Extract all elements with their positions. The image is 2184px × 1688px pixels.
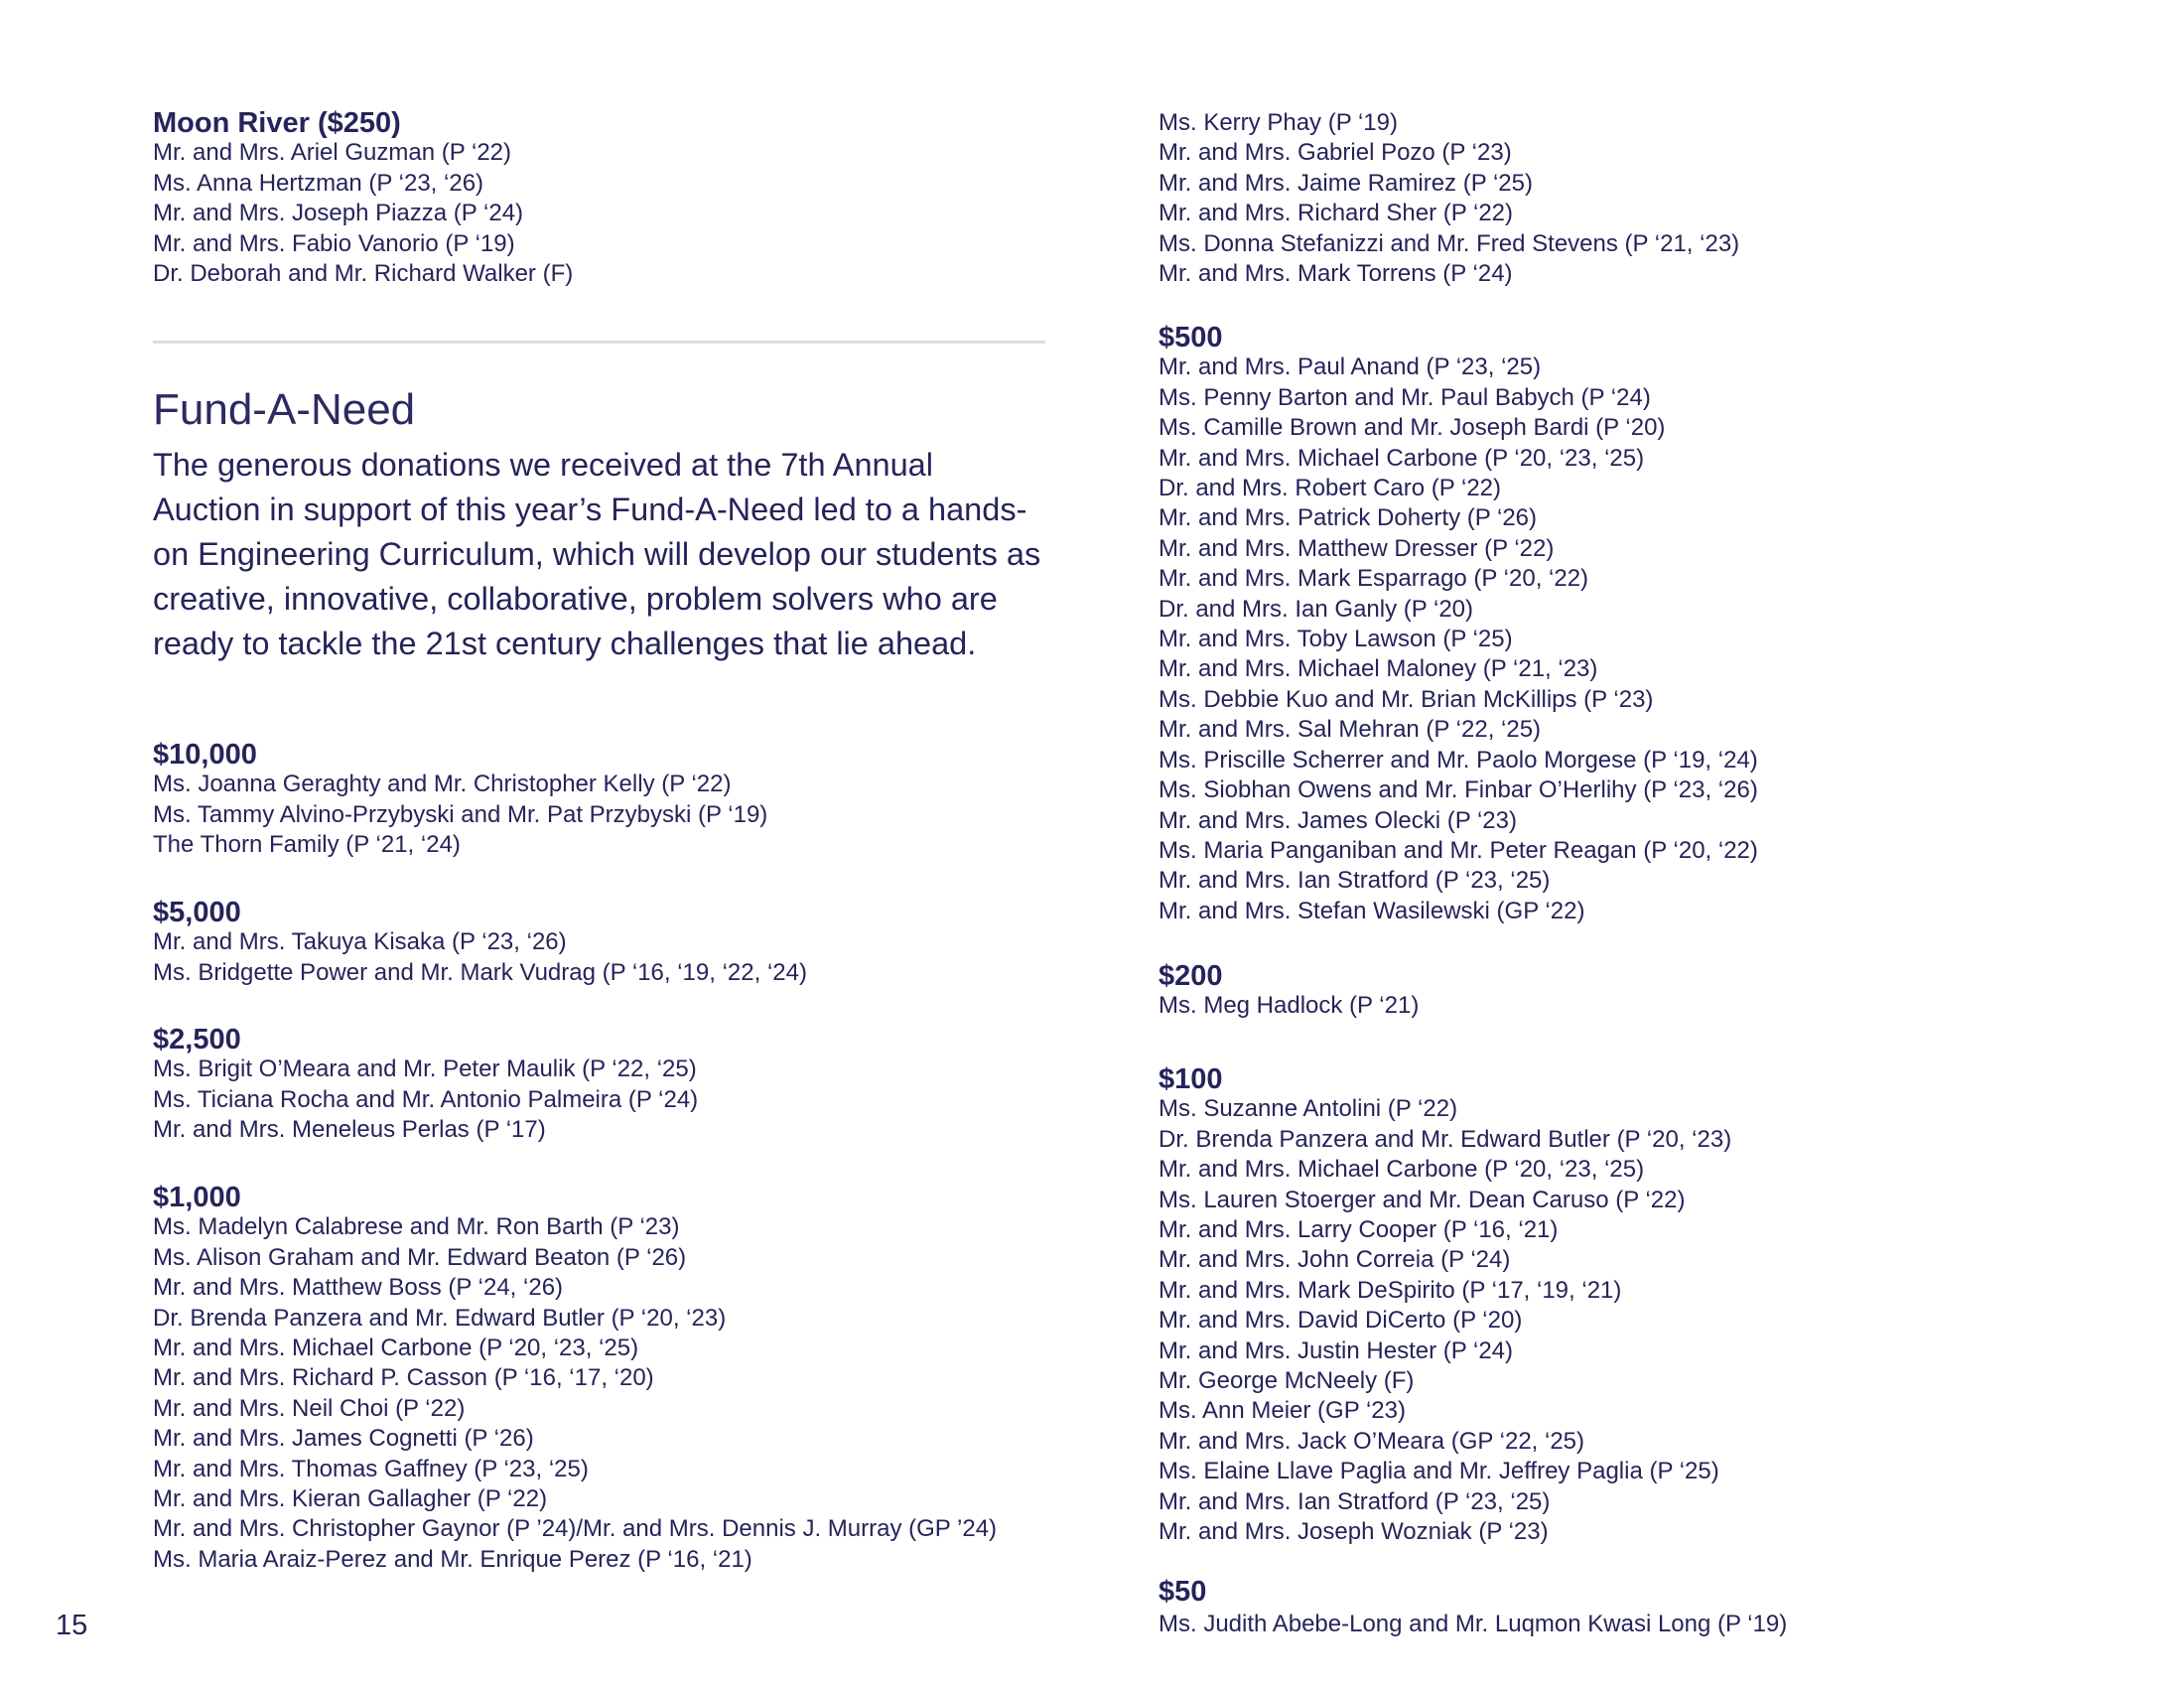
tier-heading: $500 xyxy=(1159,322,1223,353)
donor-name: Mr. and Mrs. Joseph Piazza (P ‘24) xyxy=(153,200,524,227)
donor-name: Ms. Maria Panganiban and Mr. Peter Reagan (P ‘20, ‘22) xyxy=(1159,836,1758,864)
donor-name: Ms. Siobhan Owens and Mr. Finbar O’Herlihy (P ‘23, ‘26) xyxy=(1159,776,1758,804)
tier-heading: $1,000 xyxy=(153,1182,241,1213)
donor-name: Mr. and Mrs. Takuya Kisaka (P ‘23, ‘26) xyxy=(153,928,567,956)
tier-5000-section xyxy=(153,898,1046,988)
donor-name: Mr. and Mrs. Paul Anand (P ‘23, ‘25) xyxy=(1159,353,1542,381)
donor-name: Ms. Suzanne Antolini (P ‘22) xyxy=(1159,1095,1458,1123)
donor-name: Mr. and Mrs. Meneleus Perlas (P ‘17) xyxy=(153,1116,546,1144)
donor-name: Mr. George McNeely (F) xyxy=(1159,1367,1415,1395)
donor-name: Mr. and Mrs. Fabio Vanorio (P ‘19) xyxy=(153,229,515,257)
donor-name: Ms. Bridgette Power and Mr. Mark Vudrag (P ‘16, ‘19, ‘22, ‘24) xyxy=(153,958,807,986)
donor-name: Mr. and Mrs. Thomas Gaffney (P ‘23, ‘25) xyxy=(153,1455,589,1482)
tier-2500-section xyxy=(153,1025,1046,1146)
donor-name: Ms. Joanna Geraghty and Mr. Christopher Kelly (P ‘22) xyxy=(153,771,732,798)
donor-name: Mr. and Mrs. Neil Choi (P ‘22) xyxy=(153,1394,466,1422)
donor-name: Mr. and Mrs. Gabriel Pozo (P ‘23) xyxy=(1159,139,1512,167)
donor-name: Ms. Penny Barton and Mr. Paul Babych (P ‘24) xyxy=(1159,383,1651,411)
tier-500-section xyxy=(1159,323,2112,926)
donor-name: Ms. Elaine Llave Paglia and Mr. Jeffrey Paglia (P ‘25) xyxy=(1159,1458,1719,1485)
donor-name: Ms. Lauren Stoerger and Mr. Dean Caruso (P ‘22) xyxy=(1159,1186,1686,1213)
donor-name: Mr. and Mrs. Michael Carbone (P ‘20, ‘23, ‘25) xyxy=(1159,444,1645,472)
donor-name: Mr. and Mrs. Christopher Gaynor (P ’24)/Mr. and Mrs. Dennis J. Murray (GP ’24) xyxy=(153,1515,998,1543)
tier-heading: $50 xyxy=(1159,1576,1207,1608)
donor-name: Mr. and Mrs. Kieran Gallagher (P ‘22) xyxy=(153,1485,548,1513)
donor-name: Dr. and Mrs. Robert Caro (P ‘22) xyxy=(1159,475,1502,502)
donor-name: Mr. and Mrs. Larry Cooper (P ‘16, ‘21) xyxy=(1159,1216,1559,1244)
donor-name: Mr. and Mrs. James Cognetti (P ‘26) xyxy=(153,1425,534,1453)
donor-name: Ms. Ticiana Rocha and Mr. Antonio Palmeira (P ‘24) xyxy=(153,1085,699,1113)
donor-name: Mr. and Mrs. Matthew Dresser (P ‘22) xyxy=(1159,534,1555,562)
donor-name: Ms. Camille Brown and Mr. Joseph Bardi (P ‘20) xyxy=(1159,414,1666,442)
donor-name: Mr. and Mrs. James Olecki (P ‘23) xyxy=(1159,806,1517,834)
donor-name: Mr. and Mrs. Michael Carbone (P ‘20, ‘23, ‘25) xyxy=(1159,1156,1645,1184)
donor-name: Ms. Maria Araiz-Perez and Mr. Enrique Perez (P ‘16, ‘21) xyxy=(153,1545,752,1573)
donor-name: Mr. and Mrs. Jack O’Meara (GP ‘22, ‘25) xyxy=(1159,1427,1585,1455)
tier-heading: $2,500 xyxy=(153,1024,241,1055)
donor-name: Dr. and Mrs. Ian Ganly (P ‘20) xyxy=(1159,595,1474,623)
tier-200-section xyxy=(1159,961,2112,1022)
donor-name: Ms. Anna Hertzman (P ‘23, ‘26) xyxy=(153,169,484,197)
fund-a-need-title: Fund-A-Need xyxy=(153,385,416,434)
fund-a-need-intro: The generous donations we received at the 7th Annual Auction in support of this year’s Fund-A-Need led to a hands-on Engineering Curriculum, which will develop our students as creative, innovative, collaborative, problem solvers who are ready to tackle the 21st century challenges that lie ahead. xyxy=(153,447,1041,661)
tier-100-section xyxy=(1159,1064,2112,1548)
donor-name: Mr. and Mrs. Mark DeSpirito (P ‘17, ‘19, ‘21) xyxy=(1159,1276,1622,1304)
donor-name: Ms. Judith Abebe-Long and Mr. Luqmon Kwasi Long (P ‘19) xyxy=(1159,1611,1788,1638)
donor-name: Mr. and Mrs. Ian Stratford (P ‘23, ‘25) xyxy=(1159,1487,1551,1515)
tier-heading: $100 xyxy=(1159,1063,1223,1095)
donor-name: Mr. and Mrs. Matthew Boss (P ‘24, ‘26) xyxy=(153,1274,564,1302)
donor-name: Ms. Ann Meier (GP ‘23) xyxy=(1159,1397,1406,1425)
tier-heading: $10,000 xyxy=(153,739,257,771)
donor-name: Mr. and Mrs. Justin Hester (P ‘24) xyxy=(1159,1336,1513,1364)
donor-name: Ms. Kerry Phay (P ‘19) xyxy=(1159,109,1398,136)
page-number: 15 xyxy=(56,1610,88,1641)
donor-name: Ms. Debbie Kuo and Mr. Brian McKillips (P ‘23) xyxy=(1159,685,1654,713)
tier-1000-section xyxy=(153,1183,1046,1575)
continued-names-section xyxy=(1159,108,2112,289)
donor-name: Mr. and Mrs. John Correia (P ‘24) xyxy=(1159,1246,1511,1274)
tier-10000-section xyxy=(153,740,1046,861)
moon-river-section xyxy=(153,108,1046,289)
moon-river-heading: Moon River ($250) xyxy=(153,107,401,139)
donor-name: Dr. Brenda Panzera and Mr. Edward Butler (P ‘20, ‘23) xyxy=(153,1304,727,1332)
donor-name: Ms. Madelyn Calabrese and Mr. Ron Barth (P ‘23) xyxy=(153,1213,680,1241)
tier-heading: $200 xyxy=(1159,960,1223,992)
donor-name: Mr. and Mrs. Mark Torrens (P ‘24) xyxy=(1159,260,1513,288)
donor-name: Mr. and Mrs. Michael Carbone (P ‘20, ‘23, ‘25) xyxy=(153,1335,639,1362)
donor-name: Dr. Brenda Panzera and Mr. Edward Butler (P ‘20, ‘23) xyxy=(1159,1125,1732,1153)
donor-name: Ms. Tammy Alvino-Przybyski and Mr. Pat Przybyski (P ‘19) xyxy=(153,800,768,828)
donor-name: Mr. and Mrs. Patrick Doherty (P ‘26) xyxy=(1159,504,1537,532)
donor-name: The Thorn Family (P ‘21, ‘24) xyxy=(153,831,461,859)
donor-name: Mr. and Mrs. Sal Mehran (P ‘22, ‘25) xyxy=(1159,716,1542,744)
donor-name: Mr. and Mrs. Toby Lawson (P ‘25) xyxy=(1159,626,1513,653)
donor-name: Mr. and Mrs. Ian Stratford (P ‘23, ‘25) xyxy=(1159,867,1551,895)
donor-name: Mr. and Mrs. Richard Sher (P ‘22) xyxy=(1159,200,1514,227)
donor-name: Mr. and Mrs. Mark Esparrago (P ‘20, ‘22) xyxy=(1159,565,1589,593)
donor-name: Mr. and Mrs. Stefan Wasilewski (GP ‘22) xyxy=(1159,897,1585,924)
section-divider xyxy=(153,341,1045,344)
donor-name: Ms. Priscille Scherrer and Mr. Paolo Morgese (P ‘19, ‘24) xyxy=(1159,746,1758,774)
donor-name: Ms. Brigit O’Meara and Mr. Peter Maulik (P ‘22, ‘25) xyxy=(153,1055,697,1083)
donor-name: Mr. and Mrs. David DiCerto (P ‘20) xyxy=(1159,1307,1523,1335)
donor-name: Mr. and Mrs. Michael Maloney (P ‘21, ‘23) xyxy=(1159,655,1598,683)
donor-name: Ms. Meg Hadlock (P ‘21) xyxy=(1159,992,1420,1020)
donor-name: Mr. and Mrs. Jaime Ramirez (P ‘25) xyxy=(1159,169,1533,197)
tier-50-section xyxy=(1159,1577,2112,1640)
donor-name: Mr. and Mrs. Joseph Wozniak (P ‘23) xyxy=(1159,1518,1549,1546)
donor-name: Ms. Alison Graham and Mr. Edward Beaton (P ‘26) xyxy=(153,1243,687,1271)
tier-heading: $5,000 xyxy=(153,897,241,928)
donor-name: Mr. and Mrs. Ariel Guzman (P ‘22) xyxy=(153,139,512,167)
donor-name: Dr. Deborah and Mr. Richard Walker (F) xyxy=(153,260,574,288)
donor-name: Mr. and Mrs. Richard P. Casson (P ‘16, ‘17, ‘20) xyxy=(153,1364,654,1392)
donor-name: Ms. Donna Stefanizzi and Mr. Fred Stevens (P ‘21, ‘23) xyxy=(1159,229,1740,257)
